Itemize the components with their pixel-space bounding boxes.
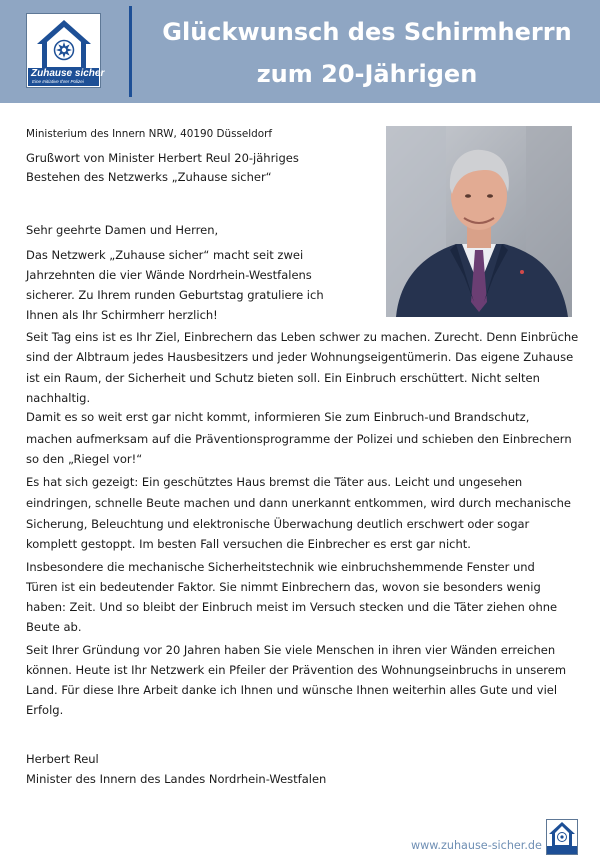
paragraph-4-line: eindringen, schnelle Beute machen und dann unerkannt entkommen, wird durch mechanische: [26, 496, 571, 510]
paragraph-3-line: Damit es so weit erst gar nicht kommt, informieren Sie zum Einbruch-und Brandschutz,: [26, 410, 530, 424]
paragraph-1-line: Ihnen als Ihr Schirmherr herzlich!: [26, 308, 218, 322]
footer-logo-band: [547, 846, 577, 854]
paragraph-3-line: machen aufmerksam auf die Präventionsprogramme der Polizei und schieben den Einbrechern: [26, 432, 572, 446]
logo-band: [28, 68, 105, 86]
sender-address: Ministerium des Innern NRW, 40190 Düsseldorf: [26, 128, 273, 140]
footer-logo: [546, 819, 578, 855]
paragraph-2-line: nachhaltig.: [26, 391, 91, 405]
page-title-line1: Glückwunsch des Schirmherrn: [162, 18, 572, 46]
signature-title: Minister des Innern des Landes Nordrhein-Westfalen: [26, 772, 327, 786]
paragraph-5-line: haben: Zeit. Und so bleibt der Einbruch meist im Versuch stecken und die Täter ziehen ohne: [26, 600, 558, 614]
paragraph-1-line: sicherer. Zu Ihrem runden Geburtstag gratuliere ich: [26, 288, 324, 302]
paragraph-3-line: so den „Riegel vor!“: [26, 452, 143, 466]
paragraph-6-line: Land. Für diese Ihre Arbeit danke ich Ihnen und wünsche Ihnen weiterhin alles Gute und viel: [26, 683, 558, 697]
page-title-line2: zum 20-Jährigen: [256, 60, 478, 88]
paragraph-6-line: Erfolg.: [26, 703, 64, 717]
paragraph-5-line: Türen ist ein bedeutender Faktor. Sie nimmt Einbrechern das, wovon sie besonders wenig: [26, 580, 541, 594]
paragraph-2-line: ist ein Raum, der Sicherheit und Schutz bieten soll. Ein Einbruch erschüttert. Nicht selten: [26, 371, 540, 385]
portrait-photo: [386, 126, 572, 317]
paragraph-5-line: Insbesondere die mechanische Sicherheitstechnik wie einbruchshemmende Fenster und: [26, 560, 535, 574]
signature-name: Herbert Reul: [26, 752, 99, 766]
header-divider: [129, 6, 132, 97]
paragraph-2-line: Seit Tag eins ist es Ihr Ziel, Einbrechern das Leben schwer zu machen. Zurecht. Denn Einbrüche: [26, 330, 579, 344]
paragraph-4-line: komplett gestoppt. Im besten Fall versuchen die Einbrecher es erst gar nicht.: [26, 537, 471, 551]
paragraph-6-line: Seit Ihrer Gründung vor 20 Jahren haben Sie viele Menschen in ihren vier Wänden erreichen: [26, 643, 556, 657]
paragraph-2-line: sind der Albtraum jedes Hausbesitzers und jeder Wohnungseigentümerin. Das eigene Zuhause: [26, 350, 574, 364]
salutation: Sehr geehrte Damen und Herren,: [26, 223, 219, 237]
house-star-logo-small-icon: [547, 820, 577, 848]
logo-text: Zuhause sicher: [31, 68, 105, 79]
house-star-logo-icon: [33, 17, 95, 72]
paragraph-1-line: Jahrzehnten die vier Wände Nordrhein-Westfalens: [26, 268, 312, 282]
subject-line-1: Grußwort von Minister Herbert Reul 20-jähriges: [26, 151, 299, 165]
paragraph-5-line: Beute ab.: [26, 620, 82, 634]
paragraph-1-line: Das Netzwerk „Zuhause sicher“ macht seit zwei: [26, 248, 304, 262]
page-header: [0, 0, 600, 103]
website-link[interactable]: www.zuhause-sicher.de: [411, 839, 542, 852]
paragraph-4-line: Es hat sich gezeigt: Ein geschütztes Haus bremst die Täter aus. Leicht und ungesehen: [26, 475, 523, 489]
paragraph-6-line: können. Heute ist Ihr Netzwerk ein Pfeiler der Prävention des Wohnungseinbruchs in unserem: [26, 663, 567, 677]
subject-line-2: Bestehen des Netzwerks „Zuhause sicher“: [26, 170, 272, 184]
paragraph-4-line: Sicherung, Beleuchtung und elektronische Überwachung deutlich erschwert oder sogar: [26, 517, 530, 531]
logo-subtext: Eine Initiative Ihrer Polizei: [32, 79, 84, 84]
zuhause-sicher-logo: [26, 13, 105, 88]
